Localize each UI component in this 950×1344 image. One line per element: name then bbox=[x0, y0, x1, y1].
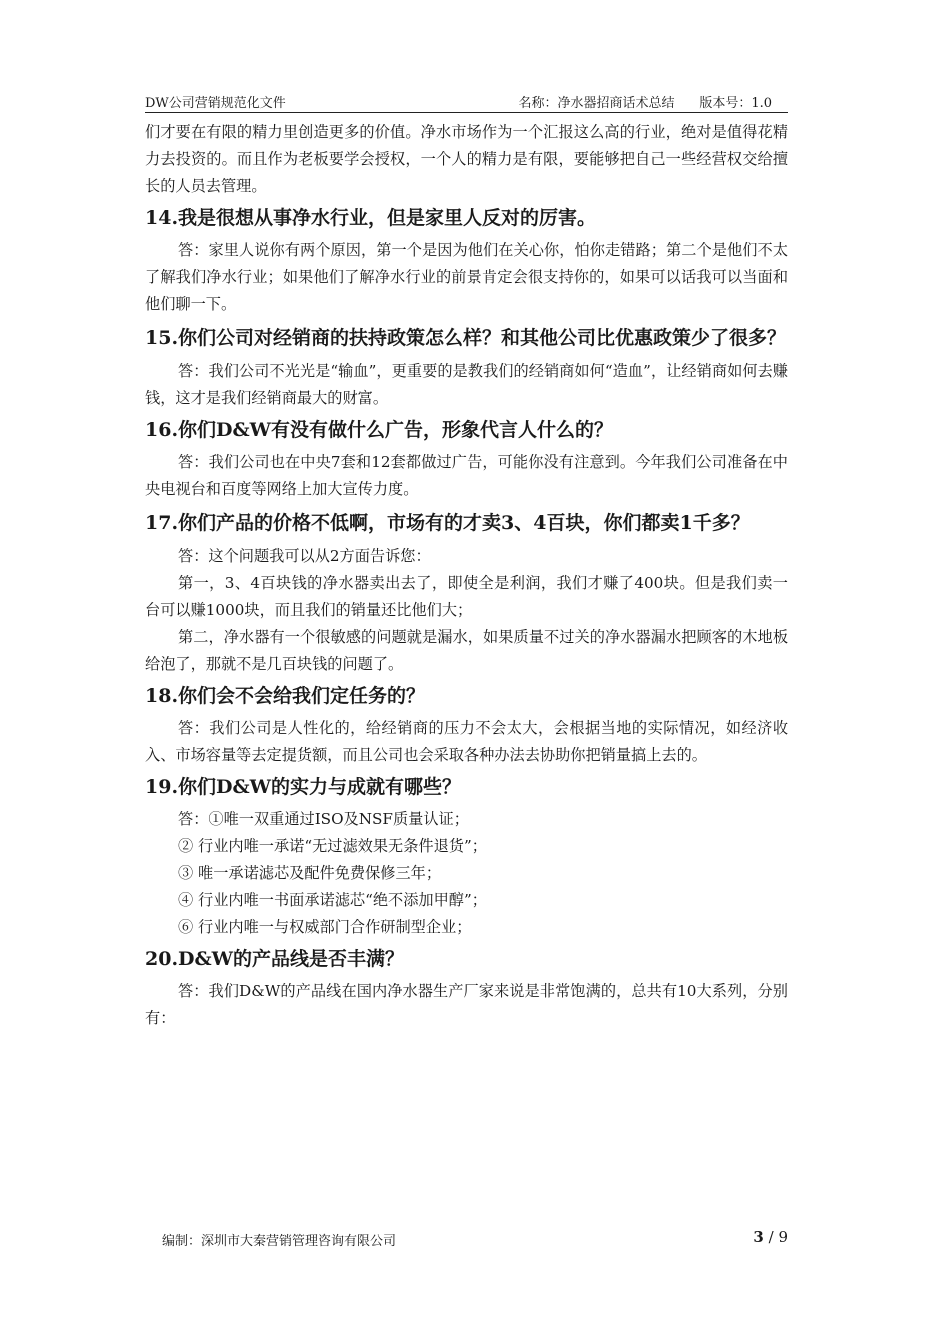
page-number-total: 9 bbox=[778, 1228, 788, 1246]
header-doc-type: DW公司营销规范化文件 bbox=[145, 96, 286, 111]
paragraph-continued: 们才要在有限的精力里创造更多的价值。净水市场作为一个汇报这么高的行业，绝对是值得花精力去投资的。而且作为老板要学会授权，一个人的精力是有限，要能够把自己一些经营权交给擅长的人员去管理。 bbox=[145, 123, 788, 195]
question-18: 18.你们会不会给我们定任务的？ bbox=[145, 685, 426, 707]
question-17: 17.你们产品的价格不低啊，市场有的才卖3、4百块，你们都卖1千多？ bbox=[145, 512, 750, 534]
answer-19-item-2: ② 行业内唯一承诺“无过滤效果无条件退货”； bbox=[178, 837, 487, 855]
page-number bbox=[753, 1228, 788, 1246]
answer-17-intro: 答：这个问题我可以从2方面告诉您： bbox=[178, 547, 431, 565]
answer-17-point-1: 第一，3、4百块钱的净水器卖出去了，即使全是利润，我们才赚了400块。但是我们卖一台可以赚1000块，而且我们的销量还比他们大； bbox=[145, 574, 788, 619]
page-number-current: 3 bbox=[753, 1228, 764, 1246]
answer-20: 答：我们D&W的产品线在国内净水器生产厂家来说是非常饱满的，总共有10大系列，分别有： bbox=[145, 982, 788, 1027]
question-16: 16.你们D&W有没有做什么广告，形象代言人什么的？ bbox=[145, 419, 614, 441]
answer-18: 答：我们公司是人性化的，给经销商的压力不会太大，会根据当地的实际情况，如经济收入、市场容量等去定提货额，而且公司也会采取各种办法去协助你把销量搞上去的。 bbox=[145, 719, 788, 764]
answer-14: 答：家里人说你有两个原因，第一个是因为他们在关心你，怕你走错路；第二个是他们不太了解我们净水行业；如果他们了解净水行业的前景肯定会很支持你的，如果可以话我可以当面和他们聊一下。 bbox=[145, 241, 788, 313]
document-body bbox=[145, 119, 788, 1032]
question-14: 14.我是很想从事净水行业，但是家里人反对的厉害。 bbox=[145, 207, 597, 229]
page-header bbox=[145, 90, 788, 113]
answer-15: 答：我们公司不光光是“输血”，更重要的是教我们的经销商如何“造血”，让经销商如何去赚钱，这才是我们经销商最大的财富。 bbox=[145, 362, 788, 407]
answer-16: 答：我们公司也在中央7套和12套都做过广告，可能你没有注意到。今年我们公司准备在中央电视台和百度等网络上加大宣传力度。 bbox=[145, 453, 788, 498]
answer-19-item-5: ⑥ 行业内唯一与权威部门合作研制型企业； bbox=[178, 918, 472, 936]
answer-17-point-2: 第二，净水器有一个很敏感的问题就是漏水，如果质量不过关的净水器漏水把顾客的木地板给泡了，那就不是几百块钱的问题了。 bbox=[145, 628, 788, 673]
header-doc-title-version: 名称：净水器招商话术总结 版本号：1.0 bbox=[518, 96, 772, 111]
page-footer bbox=[162, 1228, 788, 1250]
answer-19-item-4: ④ 行业内唯一书面承诺滤芯“绝不添加甲醇”； bbox=[178, 891, 487, 909]
answer-19-item-1: 答：①唯一双重通过ISO及NSF质量认证； bbox=[178, 810, 469, 828]
question-20: 20.D&W的产品线是否丰满？ bbox=[145, 948, 405, 970]
page-number-separator: / bbox=[763, 1228, 779, 1246]
answer-19-item-3: ③ 唯一承诺滤芯及配件免费保修三年； bbox=[178, 864, 442, 882]
question-15: 15.你们公司对经销商的扶持政策怎么样？和其他公司比优惠政策少了很多？ bbox=[145, 327, 787, 349]
footer-company: 编制：深圳市大秦营销管理咨询有限公司 bbox=[162, 1234, 397, 1249]
question-19: 19.你们D&W的实力与成就有哪些？ bbox=[145, 776, 462, 798]
